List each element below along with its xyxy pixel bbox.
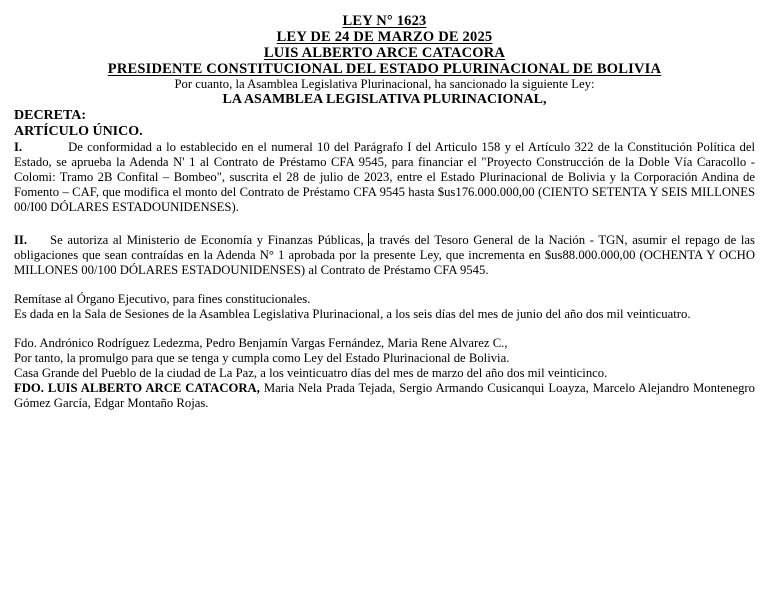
executive-signatories-paragraph	[14, 381, 755, 411]
law-number-title: LEY N° 1623	[342, 13, 427, 29]
tab-spacer	[27, 243, 50, 244]
president-title-line: PRESIDENTE CONSTITUCIONAL DEL ESTADO PLURINACIONAL DE BOLIVIA	[107, 61, 662, 77]
por-tanto-line: Por tanto, la promulgo para que se tenga y cumpla como Ley del Estado Plurinacional de Bolivia.	[14, 351, 510, 365]
clause-i-text: De conformidad a lo establecido en el numeral 10 del Parágrafo I del Articulo 158 y el Artículo 322 de la Constitución Política del Estado, se aprueba la Adenda N' 1 al Contrato de Préstamo CFA 9545, para financiar el "Proyecto Construcción de la Doble Vía Caracollo - Colomi: Tramo 2B Confital – Bombeo", suscrita el 28 de julio de 2023, entre el Estado Plurinacional de Bolivia y la Corporación Andina de Fomento – CAF, que modifica el monto del Contrato de Préstamo CFA 9545 hasta $us176.000.000,00 (CIENTO SETENTA Y SEIS MILLONES 00/I00 DÓLARES ESTADOUNIDENSES).	[14, 140, 755, 214]
law-date-title: LEY DE 24 DE MARZO DE 2025	[276, 29, 493, 45]
president-name-title: LUIS ALBERTO ARCE CATACORA	[263, 45, 506, 61]
clause-ii-paragraph[interactable]	[14, 233, 755, 278]
executive-signatory-bold: FDO. LUIS ALBERTO ARCE CATACORA,	[14, 381, 260, 395]
clause-ii-numeral: II.	[14, 233, 28, 247]
assembly-heading: LA ASAMBLEA LEGISLATIVA PLURINACIONAL,	[222, 92, 547, 107]
clause-ii-text-before-caret: Se autoriza al Ministerio de Economía y Finanzas Públicas,	[50, 233, 369, 247]
articulo-unico-heading: ARTÍCULO ÚNICO.	[14, 124, 143, 139]
decreta-heading: DECRETA:	[14, 108, 87, 123]
clause-ii-text-after-caret: a través del Tesoro General de la Nación - TGN, asumir el repago de las obligaciones que sean contraídas en la Adenda N° 1 aprobada por la presente Ley, que incrementa en $us88.000.000,00 (OCHENTA Y OCHO MILLONES 00/100 DÓLARES ESTADOUNIDENSES) al Contrato de Préstamo CFA 9545.	[14, 233, 755, 277]
casa-grande-line: Casa Grande del Pueblo de la ciudad de La Paz, a los veinticuatro días del mes de marzo del año dos mil veinticinco.	[14, 366, 608, 380]
tab-spacer	[22, 150, 68, 151]
preamble-line: Por cuanto, la Asamblea Legislativa Plurinacional, ha sancionado la siguiente Ley:	[174, 77, 595, 91]
clause-i-paragraph	[14, 140, 755, 215]
executive-signatories-regular: Maria Nela Prada Tejada, Sergio Armando Cusicanqui Loayza, Marcelo Alejandro Montenegro Gómez García, Edgar Montaño Rojas.	[14, 381, 755, 410]
es-dada-paragraph: Es dada en la Sala de Sesiones de la Asamblea Legislativa Plurinacional, a los seis días del mes de junio del año dos mil veinticuatro.	[14, 307, 691, 321]
assembly-signatories-line: Fdo. Andrónico Rodríguez Ledezma, Pedro Benjamín Vargas Fernández, Maria Rene Alvarez C.,	[14, 336, 508, 350]
remitase-line: Remítase al Órgano Ejecutivo, para fines constitucionales.	[14, 292, 311, 306]
clause-i-numeral: I.	[14, 140, 23, 154]
